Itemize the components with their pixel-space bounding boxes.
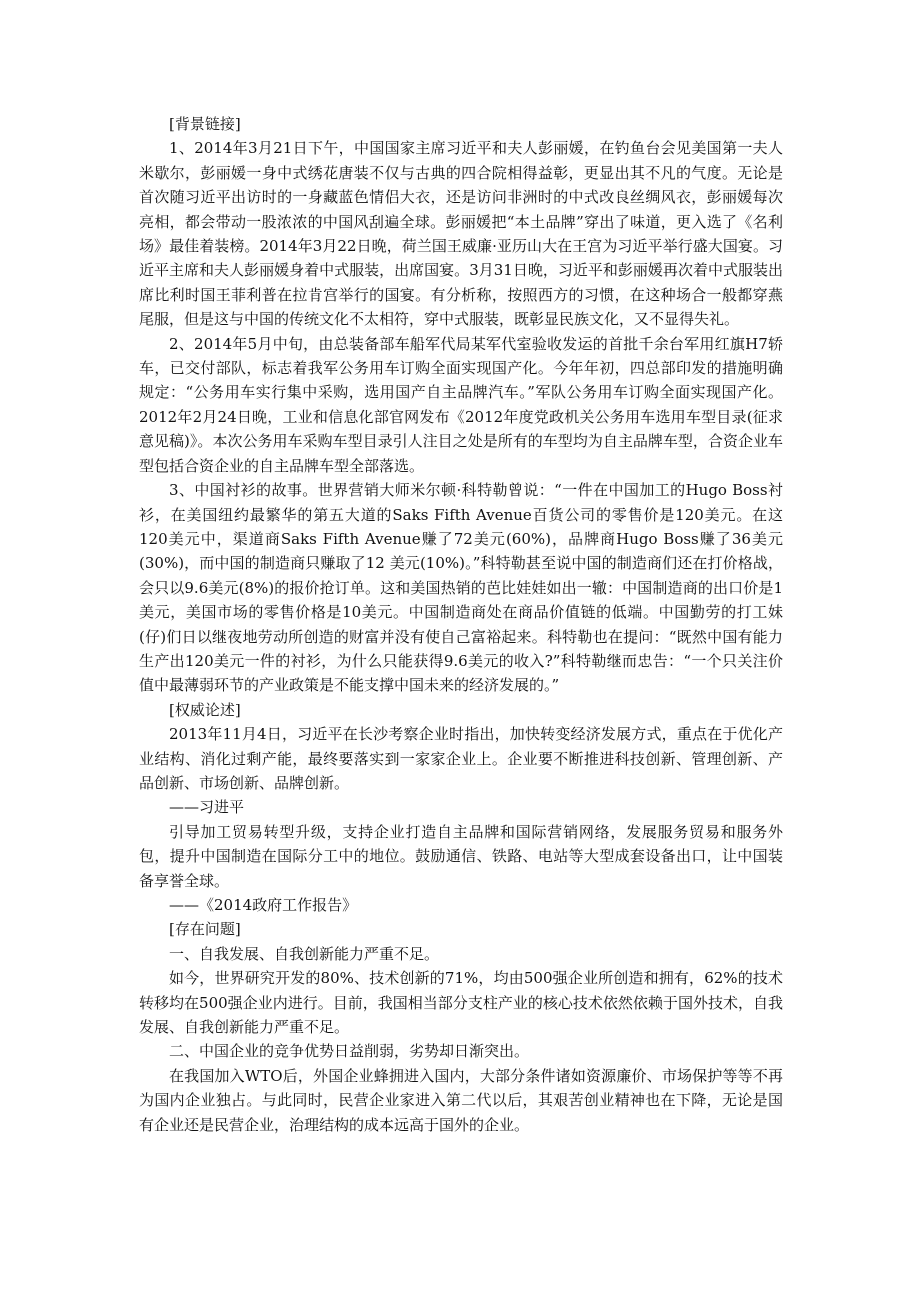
problem-2-title: 二、中国企业的竞争优势日益削弱，劣势却日渐突出。 xyxy=(169,1042,530,1061)
authority-source-2: ——《2014政府工作报告》 xyxy=(169,896,358,914)
document-page xyxy=(139,112,783,1137)
background-paragraph-1: 1、2014年3月21日下午，中国国家主席习近平和夫人彭丽媛，在钓鱼台会见美国第一夫人米歇尔，彭丽媛一身中式绣花唐装不仅与古典的四合院相得益彰，更显出其不凡的气度。无论是首次随习近平出访时的一身藏蓝色情侣大衣，还是访问非洲时的中式改良丝绸风衣，彭丽媛每次亮相，都会带动一股浓浓的中国风刮遍全球。彭丽媛把“本土品牌”穿出了味道，更入选了《名利场》最佳着装榜。2014年3月22日晚，荷兰国王威廉·亚历山大在王宫为习近平举行盛大国宴。习近平主席和夫人彭丽媛身着中式服装，出席国宴。3月31日晚，习近平和彭丽媛再次着中式服装出席比利时国王菲利普在拉肯宫举行的国宴。有分析称，按照西方的习惯，在这种场合一般都穿燕尾服，但是这与中国的传统文化不太相符，穿中式服装，既彰显民族文化，又不显得失礼。 xyxy=(139,139,783,329)
background-paragraph-3: 3、中国衬衫的故事。世界营销大师米尔顿·科特勒曾说：“一件在中国加工的Hugo Boss衬衫，在美国纽约最繁华的第五大道的Saks Fifth Avenue百货公司的零售价是120美元。在这120美元中，渠道商Saks Fifth Avenue赚了72美元(60%)，品牌商Hugo Boss赚了36美元(30%)，而中国的制造商只赚取了12 美元(10%)。”科特勒甚至说中国的制造商们还在打价格战，会只以9.6美元(8%)的报价抢订单。这和美国热销的芭比娃娃如出一辙：中国制造商的出口价是1美元，美国市场的零售价格是10美元。中国制造商处在商品价值链的低端。中国勤劳的打工妹(仔)们日以继夜地劳动所创造的财富并没有使自己富裕起来。科特勒也在提问：“既然中国有能力生产出120美元一件的衬衫，为什么只能获得9.6美元的收入?”科特勒继而忠告：“一个只关注价值中最薄弱环节的产业政策是不能支撑中国未来的经济发展的。” xyxy=(139,481,783,695)
problem-1-title: 一、自我发展、自我创新能力严重不足。 xyxy=(169,944,440,963)
background-heading: [背景链接] xyxy=(169,115,241,133)
problem-1-body: 如今，世界研究开发的80%、技术创新的71%，均由500强企业所创造和拥有，62%的技术转移均在500强企业内进行。目前，我国相当部分支柱产业的核心技术依然依赖于国外技术，自我发展、自我创新能力严重不足。 xyxy=(139,969,783,1037)
problem-2-body: 在我国加入WTO后，外国企业蜂拥进入国内，大部分条件诸如资源廉价、市场保护等等不再为国内企业独占。与此同时，民营企业家进入第二代以后，其艰苦创业精神也在下降，无论是国有企业还是民营企业，治理结构的成本远高于国外的企业。 xyxy=(139,1066,783,1134)
authority-paragraph-2: 引导加工贸易转型升级，支持企业打造自主品牌和国际营销网络，发展服务贸易和服务外包，提升中国制造在国际分工中的地位。鼓励通信、铁路、电站等大型成套设备出口，让中国装备享誉全球。 xyxy=(139,822,783,890)
authority-source-1: ——习进平 xyxy=(169,798,245,817)
problems-heading: [存在问题] xyxy=(169,920,241,939)
background-paragraph-2: 2、2014年5月中旬，由总装备部车船军代局某军代室验收发运的首批千余台军用红旗H7轿车，已交付部队，标志着我军公务用车订购全面实现国产化。今年年初，四总部印发的措施明确规定：“公务用车实行集中采购，选用国产自主品牌汽车。”军队公务用车订购全面实现国产化。2012年2月24日晚，工业和信息化部官网发布《2012年度党政机关公务用车选用车型目录(征求意见稿)》。本次公务用车采购车型目录引人注目之处是所有的车型均为自主品牌车型，合资企业车型包括合资企业的自主品牌车型全部落选。 xyxy=(139,334,783,475)
authority-heading: [权威论述] xyxy=(169,700,241,719)
authority-paragraph-1: 2013年11月4日，习近平在长沙考察企业时指出，加快转变经济发展方式，重点在于优化产业结构、消化过剩产能，最终要落实到一家家企业上。企业要不断推进科技创新、管理创新、产品创新、市场创新、品牌创新。 xyxy=(139,725,783,792)
